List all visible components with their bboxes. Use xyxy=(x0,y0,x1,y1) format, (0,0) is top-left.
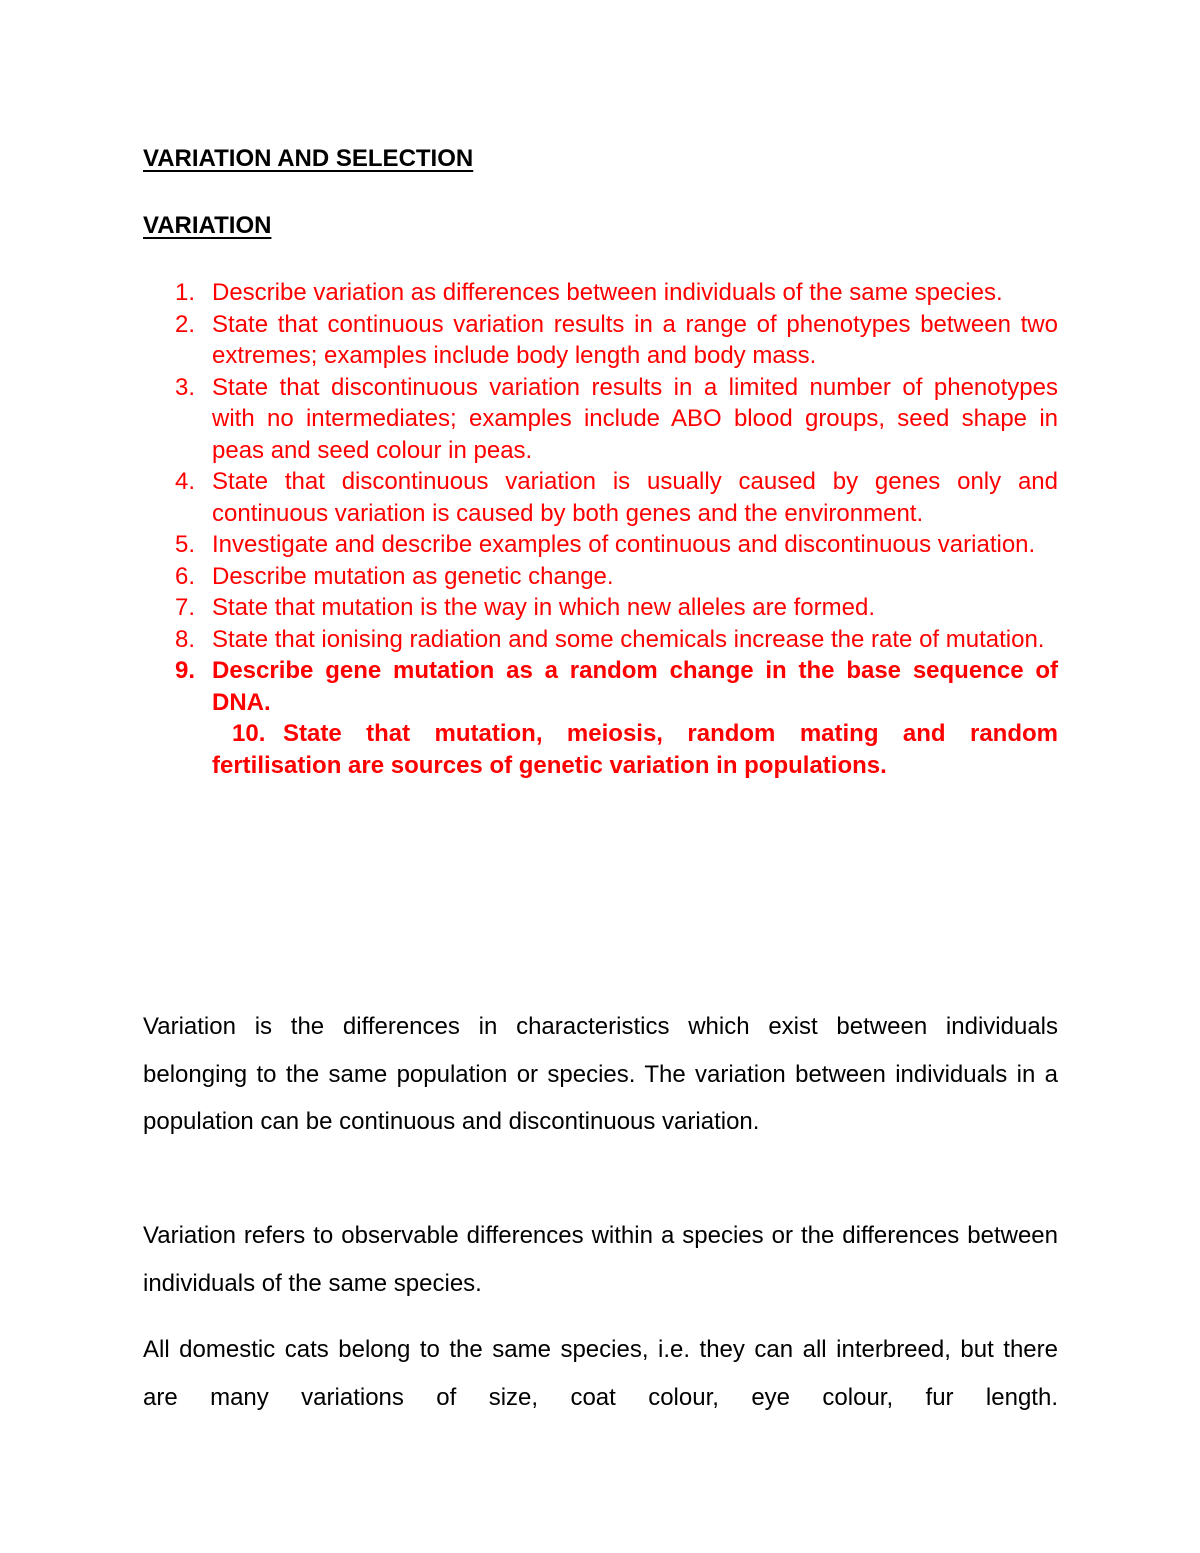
objective-number: 9. xyxy=(175,657,196,684)
objective-item xyxy=(143,309,1058,372)
objective-text: State that mutation is the way in which new alleles are formed. xyxy=(212,594,875,621)
objective-number: 7. xyxy=(175,594,196,621)
objective-text: Describe variation as differences between individuals of the same species. xyxy=(212,279,1003,306)
objective-text: Describe mutation as genetic change. xyxy=(212,562,614,590)
objective-item xyxy=(143,466,1058,529)
objective-item xyxy=(143,592,1058,624)
objective-number: 8. xyxy=(175,625,196,653)
objective-number: 4. xyxy=(175,468,196,495)
objective-text: State that discontinuous variation results in a limited number of phenotypes with no intermediates; examples include ABO blood groups, seed shape in peas and seed colour in peas. xyxy=(212,373,1058,464)
objective-item xyxy=(143,372,1058,467)
objective-item xyxy=(143,529,1058,561)
objective-text: Investigate and describe examples of continuous and discontinuous variation. xyxy=(212,531,1036,558)
objective-text: State that mutation, meiosis, random mating and random fertilisation are sources of genetic variation in populations. xyxy=(212,720,1058,779)
section-heading: VARIATION xyxy=(143,212,272,239)
body-paragraph: All domestic cats belong to the same species, i.e. they can all interbreed, but there are many variations of size, coat colour, eye colour, fur length. xyxy=(143,1336,1058,1411)
objective-number: 2. xyxy=(175,310,196,338)
objective-item xyxy=(143,718,1058,781)
objective-item xyxy=(143,561,1058,593)
objective-item xyxy=(143,624,1058,656)
document-title: VARIATION AND SELECTION xyxy=(143,145,474,172)
objective-text: Describe gene mutation as a random change in the base sequence of DNA. xyxy=(212,657,1058,716)
objective-number: 6. xyxy=(175,562,196,590)
objective-number: 5. xyxy=(175,531,196,558)
objective-item xyxy=(143,277,1058,309)
objective-text: State that continuous variation results in a range of phenotypes between two extremes; examples include body length and body mass. xyxy=(212,310,1058,369)
objective-number: 1. xyxy=(175,279,196,306)
objectives-list xyxy=(143,277,1058,781)
objective-number: 3. xyxy=(175,373,196,401)
objective-text: State that ionising radiation and some chemicals increase the rate of mutation. xyxy=(212,625,1045,653)
objective-number: 10. xyxy=(232,720,266,747)
objective-item xyxy=(143,655,1058,718)
objective-text: State that discontinuous variation is usually caused by genes only and continuous variation is caused by both genes and the environment. xyxy=(212,468,1058,527)
body-paragraph: Variation refers to observable differences within a species or the differences between individuals of the same species. xyxy=(143,1222,1058,1297)
body-paragraph: Variation is the differences in characteristics which exist between individuals belonging to the same population or species. The variation between individuals in a population can be continuous and discontinuous variation. xyxy=(143,1013,1058,1135)
